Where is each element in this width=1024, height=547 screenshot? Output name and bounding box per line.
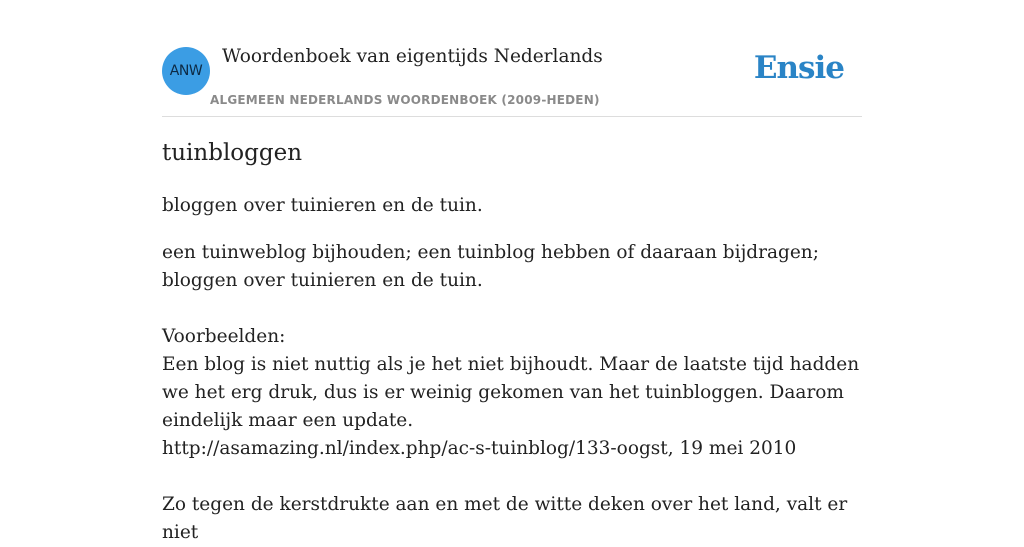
ensie-brand-logo[interactable]: Ensie [753,50,844,86]
site-header [162,46,862,117]
site-title[interactable]: Woordenboek van eigentijds Nederlands [222,46,603,67]
site-subtitle: ALGEMEEN NEDERLANDS WOORDENBOEK (2009-HEDEN) [210,93,600,107]
entry-content [162,192,862,547]
example-text: Een blog is niet nuttig als je het niet bijhoudt. Maar de laatste tijd hadden we het erg druk, dus is er weinig gekomen van het tuinbloggen. Daarom eindelijk maar een update. [162,354,860,431]
examples-label: Voorbeelden: [162,326,286,347]
example-source: http://asamazing.nl/index.php/ac-s-tuinblog/133-oogst, 19 mei 2010 [162,438,797,459]
anw-logo[interactable] [162,47,210,95]
logo-text: ANW [169,63,203,79]
short-definition: bloggen over tuinieren en de tuin. [162,195,483,216]
example-text: Zo tegen de kerstdrukte aan en met de witte deken over het land, valt er niet [162,494,848,543]
page-title: tuinbloggen [162,140,303,166]
long-definition: een tuinweblog bijhouden; een tuinblog hebben of daaraan bijdragen; bloggen over tuinieren en de tuin. [162,242,819,291]
